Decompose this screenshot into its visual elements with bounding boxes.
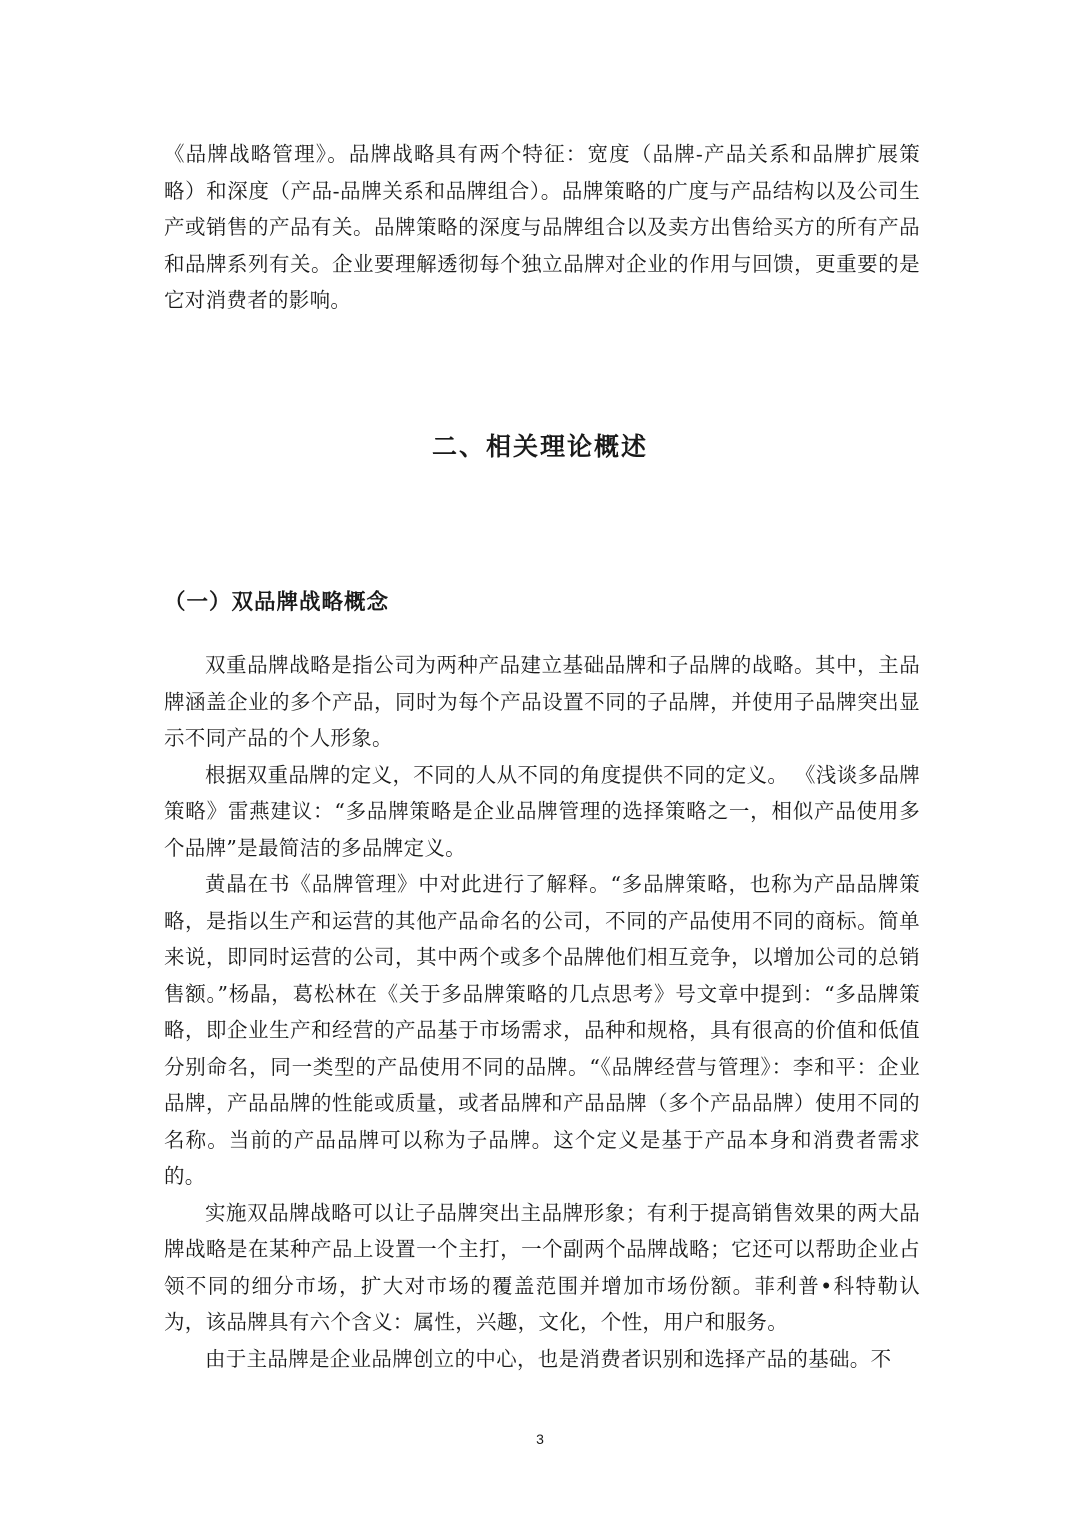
page-number: 3 <box>536 1431 544 1447</box>
subsection-body <box>164 647 920 1377</box>
subsection-heading: （一）双品牌战略概念 <box>164 590 390 615</box>
intro-text <box>164 136 920 319</box>
body-paragraph: 双重品牌战略是指公司为两种产品建立基础品牌和子品牌的战略。其中，主品牌涵盖企业的多个产品，同时为每个产品设置不同的子品牌，并使用子品牌突出显示不同产品的个人形象。 <box>164 653 920 750</box>
body-paragraph: 黄晶在书《品牌管理》中对此进行了解释。“多品牌策略，也称为产品品牌策略，是指以生产和运营的其他产品命名的公司，不同的产品使用不同的商标。简单来说，即同时运营的公司，其中两个或多个品牌他们相互竞争，以增加公司的总销售额。”杨晶，葛松林在《关于多品牌策略的几点思考》号文章中提到：“多品牌策略，即企业生产和经营的产品基于市场需求，品种和规格，具有很高的价值和低值分别命名，同一类型的产品使用不同的品牌。“《品牌经营与管理》：李和平：企业品牌，产品品牌的性能或质量，或者品牌和产品品牌（多个产品品牌）使用不同的名称。当前的产品品牌可以称为子品牌。这个定义是基于产品本身和消费者需求的。 <box>164 872 920 1188</box>
body-paragraph: 根据双重品牌的定义，不同的人从不同的角度提供不同的定义。 《浅谈多品牌策略》雷燕建议：“多品牌策略是企业品牌管理的选择策略之一，相似产品使用多个品牌”是最简洁的多品牌定义。 <box>164 762 920 860</box>
section-heading: 二、相关理论概述 <box>431 432 648 461</box>
body-paragraph: 实施双品牌战略可以让子品牌突出主品牌形象；有利于提高销售效果的两大品牌战略是在某种产品上设置一个主打，一个副两个品牌战略；它还可以帮助企业占领不同的细分市场，扩大对市场的覆盖范围并增加市场份额。菲利普•科特勒认为，该品牌具有六个含义：属性，兴趣，文化，个性，用户和服务。 <box>164 1200 920 1334</box>
intro-paragraph: 《品牌战略管理》。品牌战略具有两个特征：宽度（品牌-产品关系和品牌扩展策略）和深度（产品-品牌关系和品牌组合）。品牌策略的广度与产品结构以及公司生产或销售的产品有关。品牌策略的深度与品牌组合以及卖方出售给买方的所有产品和品牌系列有关。企业要理解透彻每个独立品牌对企业的作用与回馈，更重要的是它对消费者的影响。 <box>164 142 920 312</box>
body-paragraph: 由于主品牌是企业品牌创立的中心，也是消费者识别和选择产品的基础。不 <box>205 1346 892 1371</box>
